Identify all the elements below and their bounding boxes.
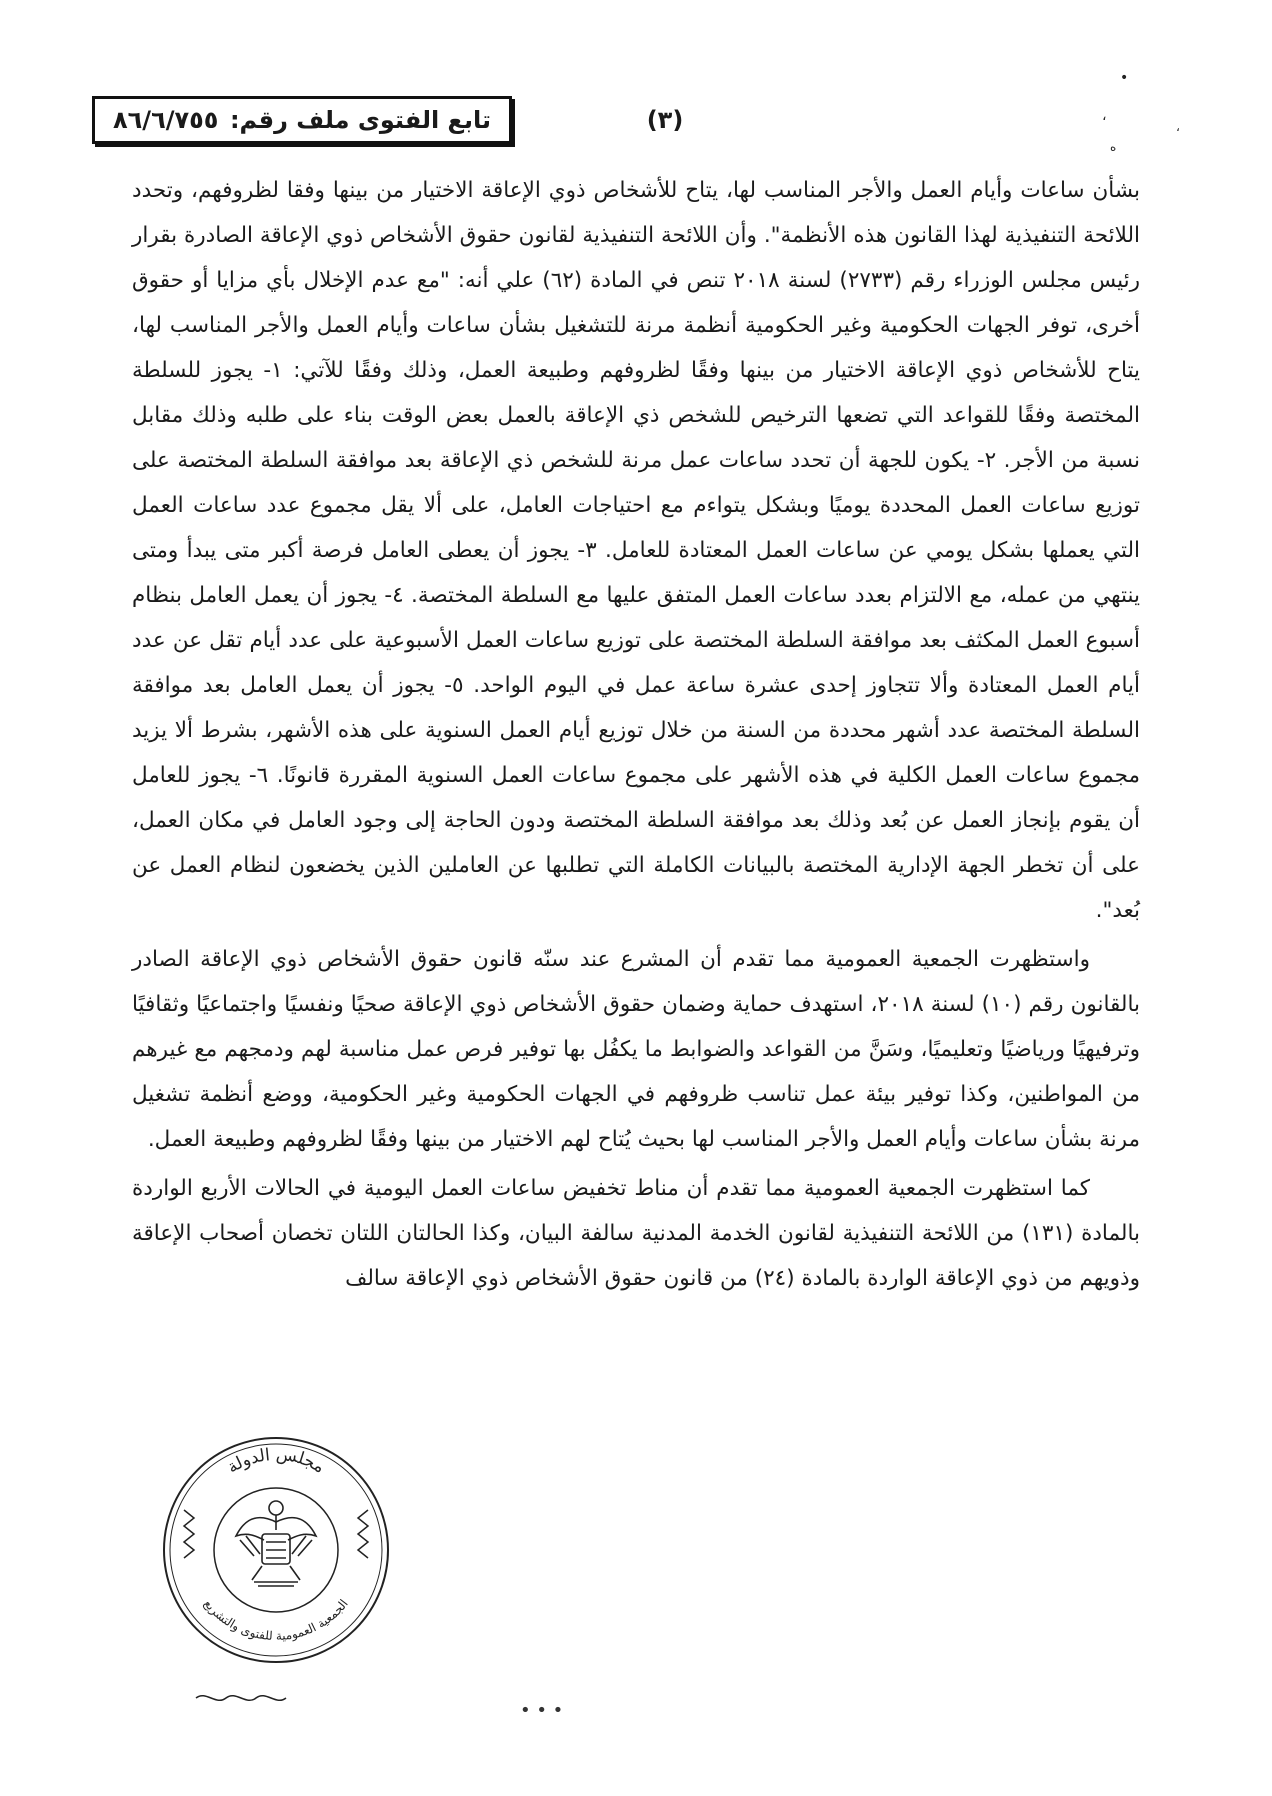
seal-graphic bbox=[156, 1380, 396, 1710]
file-reference-number: ٨٦/٦/٧٥٥ bbox=[113, 106, 219, 134]
scan-speck: ، bbox=[1176, 120, 1180, 134]
official-seal bbox=[156, 1380, 396, 1710]
scan-speck: ه bbox=[1110, 140, 1117, 154]
scan-dots: • • • bbox=[520, 1700, 564, 1721]
seal-bottom-text: الجمعية العمومية للفتوى والتشريع bbox=[201, 1596, 351, 1644]
seal-top-text: مجلس الدولة bbox=[223, 1444, 329, 1478]
eagle-emblem-icon bbox=[236, 1501, 316, 1586]
paragraph-3: كما استظهرت الجمعية العمومية مما تقدم أن مناط تخفيض ساعات العمل اليومية في الحالات الأربع الواردة بالمادة (١٣١) من اللائحة التنفيذية لقانون الخدمة المدنية سالفة البيان، وكذا الحالتان اللتان تخصان أصحاب الإعاقة وذويهم من ذوي الإعاقة الواردة بالمادة (٢٤) من قانون حقوق الأشخاص ذوي الإعاقة سالف bbox=[132, 1176, 1140, 1291]
document-body bbox=[132, 168, 1140, 1305]
page-number: (٣) bbox=[646, 106, 684, 134]
file-reference-box bbox=[92, 96, 512, 144]
paragraph-2: واستظهرت الجمعية العمومية مما تقدم أن المشرع عند سنّه قانون حقوق الأشخاص ذوي الإعاقة الصادر بالقانون رقم (١٠) لسنة ٢٠١٨، استهدف حماية وضمان حقوق الأشخاص ذوي الإعاقة صحيًا ونفسيًا واجتماعيًا وثقافيًا وترفيهيًا ورياضيًا وتعليميًا، وسَنَّ من القواعد والضوابط ما يكفُل بها توفير فرص عمل مناسبة لهم ودمجهم مع غيرهم من المواطنين، وكذا توفير بيئة عمل تناسب ظروفهم في الجهات الحكومية وغير الحكومية، ووضع أنظمة تشغيل مرنة بشأن ساعات وأيام العمل والأجر المناسب لها بحيث يُتاح لهم الاختيار من بينها وفقًا لظروفهم وطبيعة العمل. bbox=[132, 947, 1140, 1152]
scan-speck: ، bbox=[1102, 108, 1107, 124]
scan-speck: • bbox=[1120, 70, 1129, 86]
paragraph-1: بشأن ساعات وأيام العمل والأجر المناسب لها، يتاح للأشخاص ذوي الإعاقة الاختيار من بينها وفقا لظروفهم، وتحدد اللائحة التنفيذية لهذا القانون هذه الأنظمة". وأن اللائحة التنفيذية لقانون حقوق الأشخاص ذوي الإعاقة الصادرة بقرار رئيس مجلس الوزراء رقم (٢٧٣٣) لسنة ٢٠١٨ تنص في المادة (٦٢) علي أنه: "مع عدم الإخلال بأي مزايا أو حقوق أخرى، توفر الجهات الحكومية وغير الحكومية أنظمة مرنة للتشغيل بشأن ساعات وأيام العمل والأجر المناسب لها، يتاح للأشخاص ذوي الإعاقة الاختيار من بينها وفقًا لظروفهم وطبيعة العمل، وذلك وفقًا للآتي: ١- يجوز للسلطة المختصة وفقًا للقواعد التي تضعها الترخيص للشخص ذي الإعاقة بالعمل بعض الوقت بناء على طلبه وذلك مقابل نسبة من الأجر. ٢- يكون للجهة أن تحدد ساعات عمل مرنة للشخص ذي الإعاقة بعد موافقة السلطة المختصة على توزيع ساعات العمل المحددة يوميًا وبشكل يتواءم مع احتياجات العامل، على ألا يقل مجموع عدد ساعات العمل التي يعملها بشكل يومي عن ساعات العمل المعتادة للعامل. ٣- يجوز أن يعطى العامل فرصة أكبر متى يبدأ ومتى ينتهي من عمله، مع الالتزام بعدد ساعات العمل المتفق عليها مع السلطة المختصة. ٤- يجوز أن يعمل العامل بنظام أسبوع العمل المكثف بعد موافقة السلطة المختصة على توزيع ساعات العمل الأسبوعية على عدد أيام تقل عن عدد أيام العمل المعتادة وألا تتجاوز إحدى عشرة ساعة عمل في اليوم الواحد. ٥- يجوز أن يعمل العامل بعد موافقة السلطة المختصة عدد أشهر محددة من السنة من خلال توزيع أيام العمل السنوية على هذه الأشهر، بشرط ألا يزيد مجموع ساعات العمل الكلية في هذه الأشهر على مجموع ساعات العمل السنوية المقررة قانونًا. ٦- يجوز للعامل أن يقوم بإنجاز العمل عن بُعد وذلك بعد موافقة السلطة المختصة ودون الحاجة إلى وجود العامل في مكان العمل، على أن تخطر الجهة الإدارية المختصة بالبيانات الكاملة التي تطلبها عن العاملين الذين يخضعون لنظام العمل عن بُعد". bbox=[132, 178, 1141, 923]
file-reference-label: تابع الفتوى ملف رقم: bbox=[229, 106, 491, 134]
